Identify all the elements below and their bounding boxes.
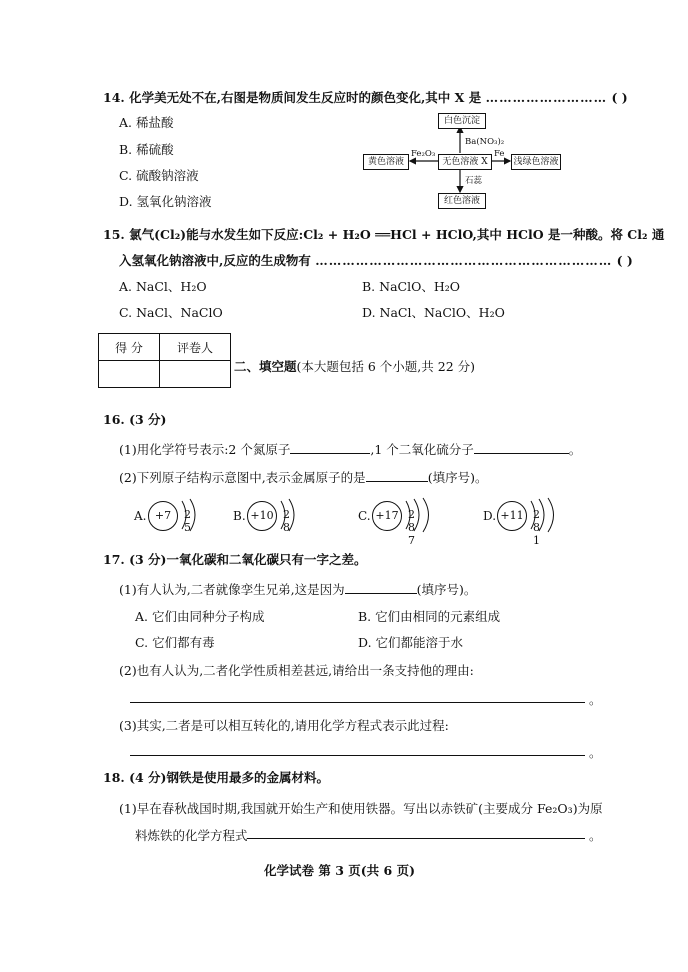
q17-head: 17. (3 分)一氧化碳和二氧化碳只有一字之差。 (103, 552, 367, 567)
label-ba-nitrate: Ba(NO₃)₂ (465, 137, 505, 147)
box-red-solution: 红色溶液 (438, 193, 486, 209)
score-cell (99, 361, 160, 388)
q17-part3: (3)其实,二者是可以相互转化的,请用化学方程式表示此过程: (119, 718, 449, 733)
q14-option-a: A. 稀盐酸 (119, 115, 174, 130)
label-fe2o3: Fe₂O₃ (411, 149, 436, 159)
q15-option-d: D. NaCl、NaClO、H₂O (362, 305, 505, 320)
label-litmus: 石蕊 (465, 176, 483, 186)
q16-head: 16. (3 分) (103, 412, 167, 427)
label-fe: Fe (494, 149, 505, 159)
page-footer: 化学试卷 第 3 页(共 6 页) (264, 863, 415, 878)
atom-a-shells (178, 497, 208, 533)
q15-option-c: C. NaCl、NaClO (119, 305, 223, 320)
atom-b-shells (277, 497, 307, 533)
box-white-precipitate: 白色沉淀 (438, 113, 486, 129)
q14-stem: 14. 化学美无处不在,右图是物质间发生反应时的颜色变化,其中 X 是 ……………………… ( ) (103, 90, 628, 105)
q17-part2: (2)也有人认为,二者化学性质相差甚远,请给出一条支持他的理由: (119, 663, 474, 678)
score-table (98, 333, 231, 388)
section-title: 二、填空题(本大题包括 6 个小题,共 22 分) (234, 359, 475, 374)
q15-option-a: A. NaCl、H₂O (119, 279, 207, 294)
box-colorless-solution-x: 无色溶液 X (438, 154, 492, 170)
q18-period: 。 (589, 828, 602, 843)
reviewer-cell (160, 361, 231, 388)
q18-part1-line2: 料炼铁的化学方程式 (135, 828, 248, 843)
q17-option-c: C. 它们都有毒 (135, 635, 215, 650)
q14-option-c: C. 硫酸钠溶液 (119, 168, 199, 183)
score-label: 得 分 (99, 334, 160, 361)
q14-option-b: B. 稀硫酸 (119, 142, 174, 157)
q17-part1: (1)有人认为,二者就像孪生兄弟,这是因为 (填序号)。 (119, 582, 477, 597)
q17-option-b: B. 它们由相同的元素组成 (358, 609, 501, 624)
atom-a-nucleus: +7 (148, 501, 178, 531)
q14-option-d: D. 氢氧化钠溶液 (119, 194, 212, 209)
q17-period-2: 。 (589, 692, 602, 707)
q15-stem-line1: 15. 氯气(Cl₂)能与水发生如下反应:Cl₂ + H₂O ══HCl + HClO,其中 HClO 是一种酸。将 Cl₂ 通 (103, 227, 665, 242)
q15-stem-line2: 入氢氧化钠溶液中,反应的生成物有 ………………………………………………………… ( ) (119, 253, 633, 268)
q17-option-d: D. 它们都能溶于水 (358, 635, 464, 650)
atom-b-nucleus: +10 (247, 501, 277, 531)
box-yellow-solution: 黄色溶液 (363, 154, 409, 170)
q17-answer-line-3 (130, 755, 585, 756)
q18-part1-line1: (1)早在春秋战国时期,我国就开始生产和使用铁器。写出以赤铁矿(主要成分 Fe₂O₃)为原 (119, 801, 603, 816)
atom-d-nucleus: +11 (497, 501, 527, 531)
reviewer-label: 评卷人 (160, 334, 231, 361)
q17-option-a: A. 它们由同种分子构成 (135, 609, 265, 624)
q16-part2: (2)下列原子结构示意图中,表示金属原子的是 (填序号)。 (119, 470, 488, 485)
box-light-green-solution: 浅绿色溶液 (511, 154, 561, 170)
q18-answer-line (247, 838, 585, 839)
q17-period-3: 。 (589, 745, 602, 760)
atom-c-nucleus: +17 (372, 501, 402, 531)
q18-head: 18. (4 分)钢铁是使用最多的金属材料。 (103, 770, 329, 785)
q16-part1: (1)用化学符号表示:2 个氮原子 ,1 个二氧化硫分子 。 (119, 442, 582, 457)
q17-answer-line-2 (130, 702, 585, 703)
q15-option-b: B. NaClO、H₂O (362, 279, 460, 294)
